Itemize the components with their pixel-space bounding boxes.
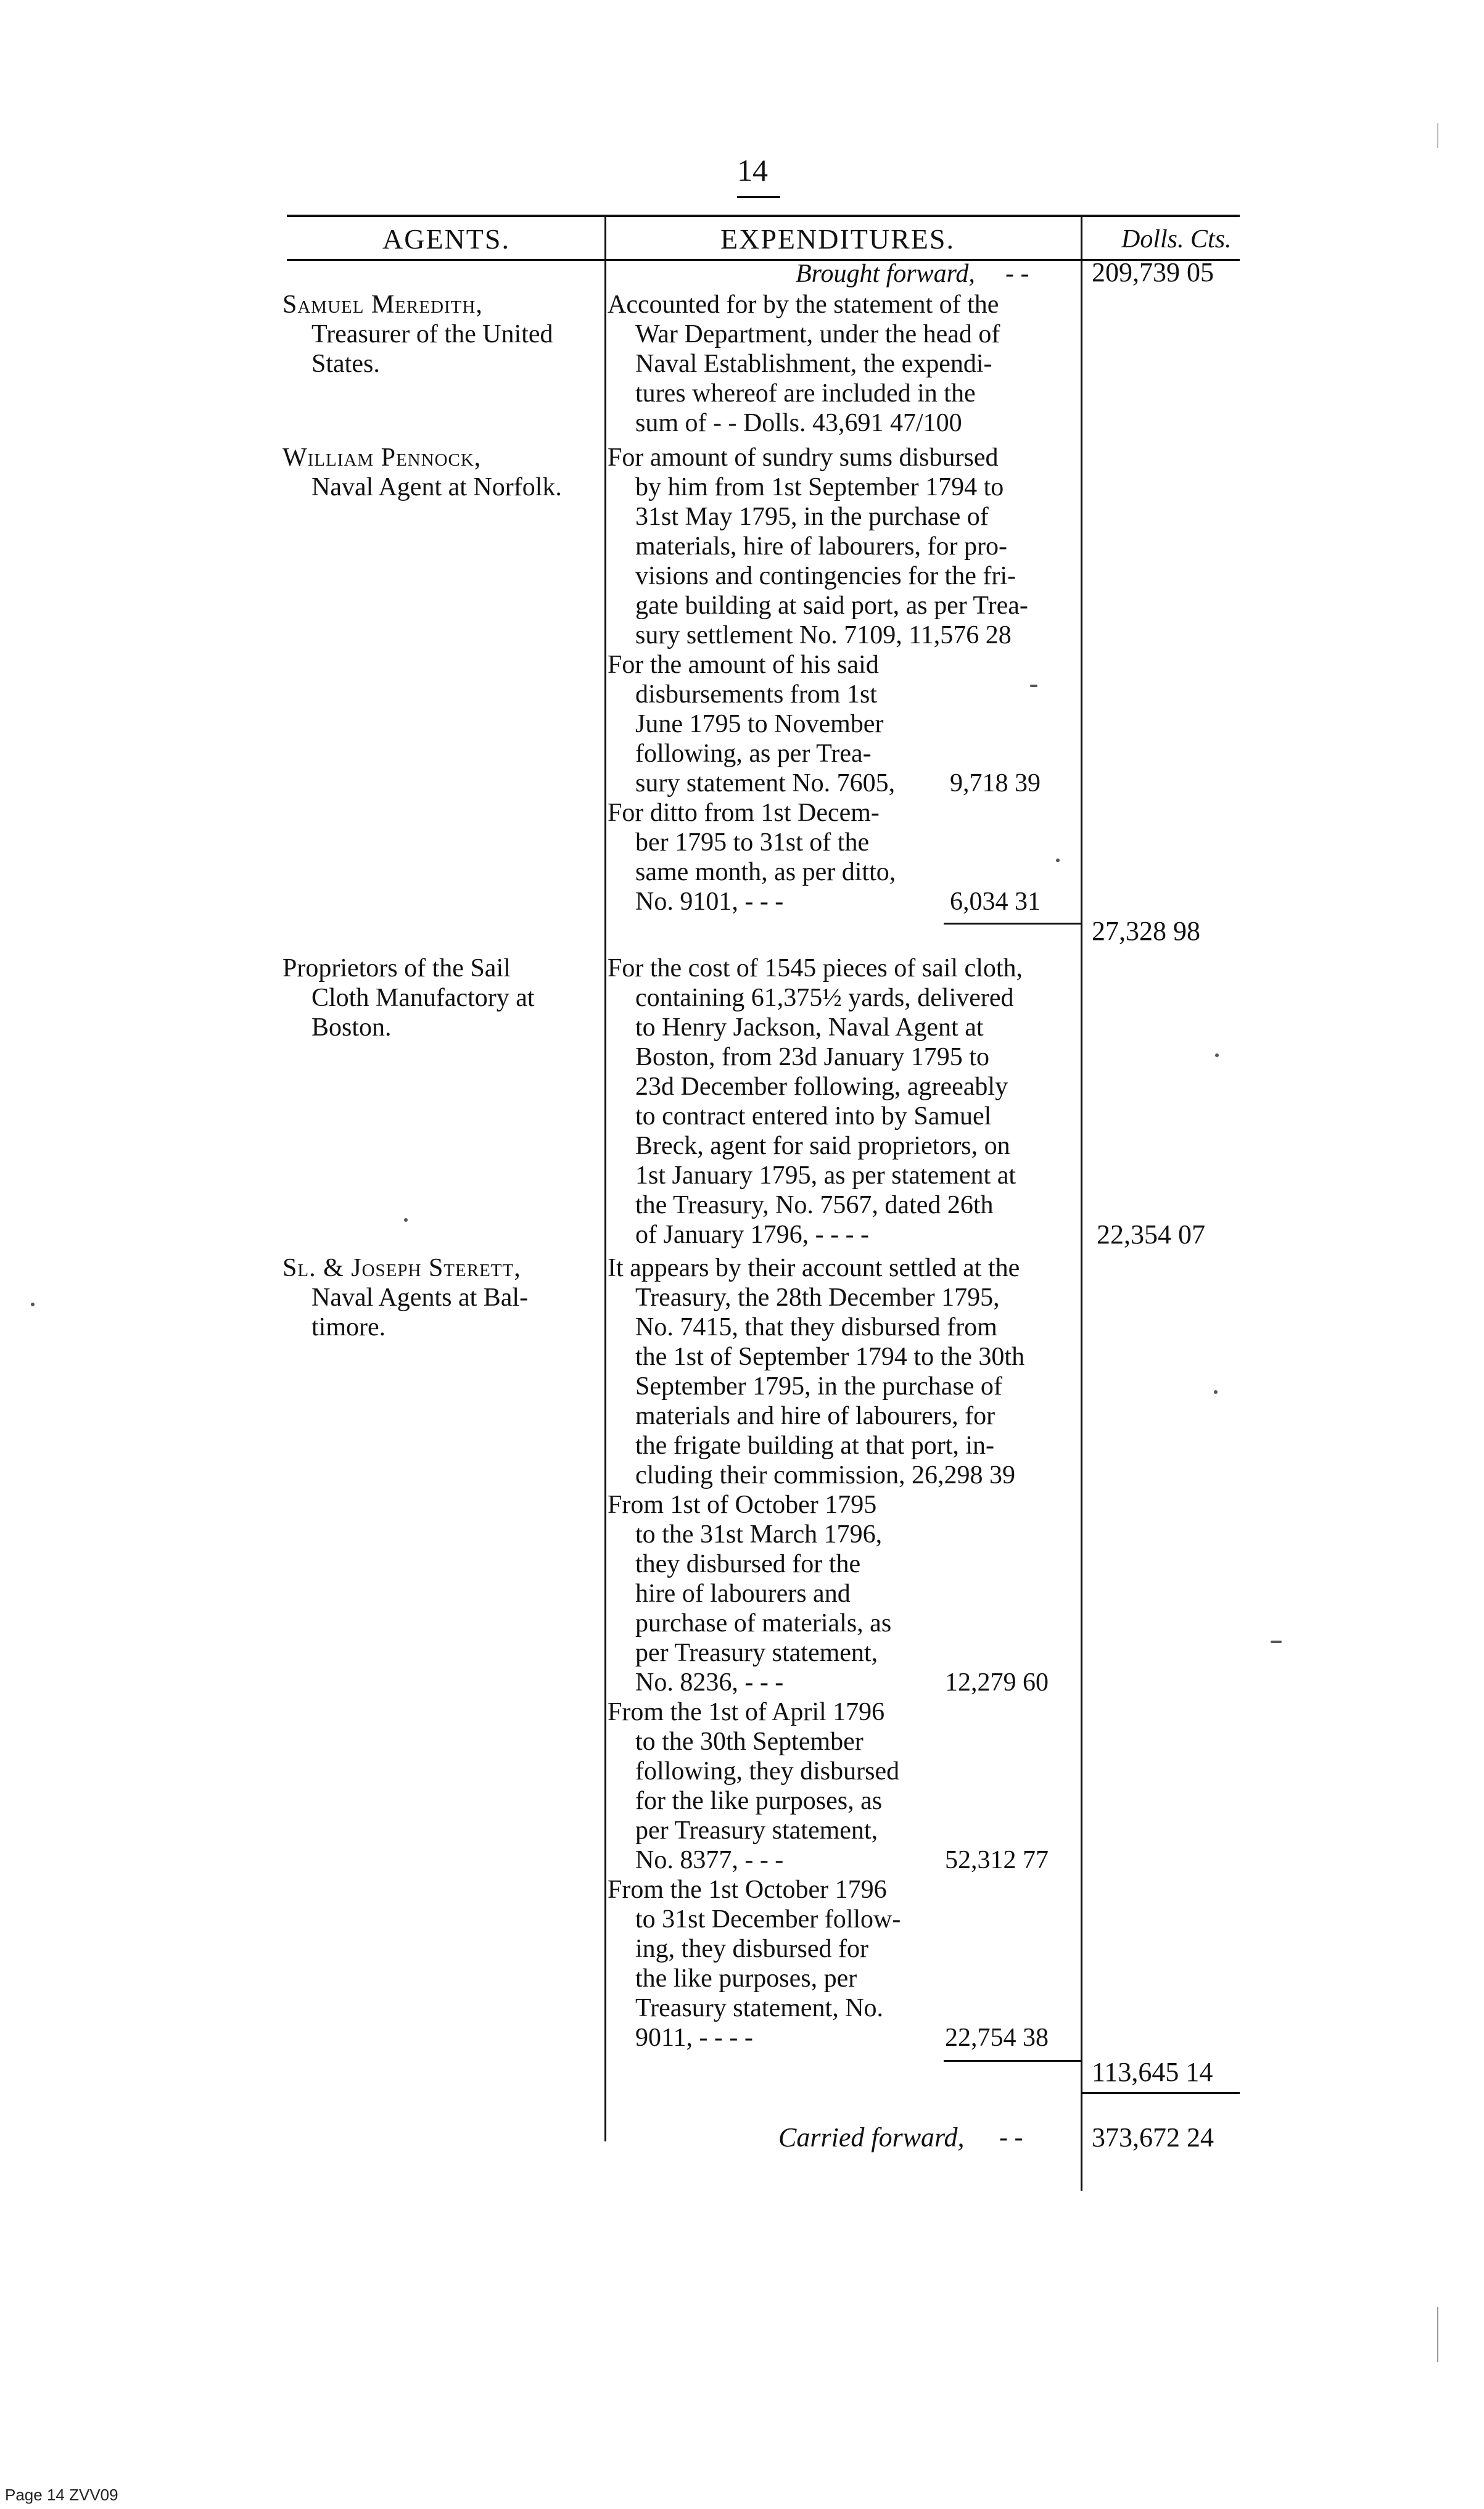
entry3-text-line: containing 61,375½ yards, delivered xyxy=(635,984,1014,1012)
entry1-text-line: tures whereof are included in the xyxy=(635,379,976,408)
amount-column-rule xyxy=(1081,2092,1240,2094)
entry2-text-line: For the amount of his said xyxy=(608,651,879,679)
page-number-rule xyxy=(737,196,780,198)
scan-speck xyxy=(404,1218,408,1222)
entry4-amount: 52,312 77 xyxy=(945,1846,1049,1874)
entry4-text-line: It appears by their account settled at the xyxy=(608,1254,1020,1282)
divider-agents-expenditures xyxy=(604,439,606,2141)
entry1-agent-name: Samuel Meredith, xyxy=(282,290,483,319)
entry4-text-line: per Treasury statement, xyxy=(635,1816,878,1845)
entry4-text-line: No. 8236, - - - xyxy=(635,1668,784,1697)
entry4-text-line: From the 1st October 1796 xyxy=(608,1876,887,1904)
entry4-text-line: Treasury statement, No. xyxy=(635,1994,884,2022)
scan-speck xyxy=(1271,1641,1282,1643)
entry2-text-line: materials, hire of labourers, for pro- xyxy=(635,532,1007,561)
entry2-subtotal-rule xyxy=(944,923,1081,925)
entry4-text-line: the like purposes, per xyxy=(635,1964,857,1993)
entry2-text-line: For amount of sundry sums disbursed xyxy=(608,443,999,472)
page-number: 14 xyxy=(737,153,768,187)
divider-agents-expenditures xyxy=(604,217,606,439)
entry4-amount: 22,754 38 xyxy=(945,2024,1049,2052)
entry2-agent-line: Naval Agent at Norfolk. xyxy=(311,473,562,501)
entry4-text-line: for the like purposes, as xyxy=(635,1787,883,1815)
entry4-text-line: to 31st December follow- xyxy=(635,1905,901,1934)
entry3-text-line: to contract entered into by Samuel xyxy=(635,1102,992,1131)
scan-speck xyxy=(1030,685,1037,687)
entry2-text-line: For ditto from 1st Decem- xyxy=(608,799,880,827)
entry4-text-line: per Treasury statement, xyxy=(635,1639,878,1667)
entry3-text-line: the Treasury, No. 7567, dated 26th xyxy=(635,1191,994,1219)
entry2-total: 27,328 98 xyxy=(1092,916,1200,946)
entry3-text-line: of January 1796, - - - - xyxy=(635,1221,870,1249)
brought-forward-amount: 209,739 05 xyxy=(1092,257,1214,287)
entry4-text-line: September 1795, in the purchase of xyxy=(635,1372,1002,1401)
entry2-text-line: disbursements from 1st xyxy=(635,680,877,709)
entry4-agent-line: timore. xyxy=(311,1313,386,1341)
scan-edge-mark xyxy=(1437,2307,1438,2362)
entry4-subtotal-rule xyxy=(944,2060,1081,2062)
entry3-text-line: to Henry Jackson, Naval Agent at xyxy=(635,1013,984,1042)
entry2-text-line: No. 9101, - - - xyxy=(635,888,784,916)
entry3-text-line: 1st January 1795, as per statement at xyxy=(635,1161,1016,1190)
entry3-agent-line: Proprietors of the Sail xyxy=(282,954,511,983)
entry3-text-line: Breck, agent for said proprietors, on xyxy=(635,1132,1010,1160)
entry4-text-line: the 1st of September 1794 to the 30th xyxy=(635,1343,1025,1371)
header-expenditures: EXPENDITURES. xyxy=(720,223,955,255)
entry4-text-line: materials and hire of labourers, for xyxy=(635,1402,996,1430)
entry4-text-line: No. 7415, that they disbursed from xyxy=(635,1313,997,1341)
entry2-text-line: visions and contingencies for the fri- xyxy=(635,562,1016,590)
entry3-agent-line: Cloth Manufactory at xyxy=(311,984,535,1012)
entry4-text-line: to the 31st March 1796, xyxy=(635,1520,883,1549)
entry2-agent-name: William Pennock, xyxy=(282,443,482,472)
entry4-text-line: they disbursed for the xyxy=(635,1550,861,1578)
entry4-amount: 12,279 60 xyxy=(945,1668,1049,1697)
entry1-text-line: sum of - - Dolls. 43,691 47/100 xyxy=(635,409,962,437)
entry3-text-line: 23d December following, agreeably xyxy=(635,1073,1008,1101)
divider-expenditures-amount xyxy=(1081,217,1082,2191)
scan-speck xyxy=(1215,1053,1219,1057)
scan-speck xyxy=(1056,859,1060,862)
entry2-text-line: ber 1795 to 31st of the xyxy=(635,828,870,857)
entry4-text-line: No. 8377, - - - xyxy=(635,1846,784,1874)
entry4-text-line: hire of labourers and xyxy=(635,1580,851,1608)
scan-edge-mark xyxy=(1437,123,1438,148)
entry2-text-line: by him from 1st September 1794 to xyxy=(635,473,1004,501)
entry4-agent-line: Naval Agents at Bal- xyxy=(311,1283,529,1312)
entry2-text-line: same month, as per ditto, xyxy=(635,858,896,886)
brought-forward-dashes: - - xyxy=(1005,260,1029,288)
entry3-agent-line: Boston. xyxy=(311,1013,392,1042)
entry4-text-line: 9011, - - - - xyxy=(635,2024,753,2052)
entry4-text-line: ing, they disbursed for xyxy=(635,1935,868,1963)
entry4-text-line: the frigate building at that port, in- xyxy=(635,1432,995,1460)
entry3-text-line: Boston, from 23d January 1795 to xyxy=(635,1043,989,1071)
entry2-text-line: 31st May 1795, in the purchase of xyxy=(635,503,989,531)
entry4-text-line: to the 30th September xyxy=(635,1728,864,1756)
carried-forward-amount: 373,672 24 xyxy=(1092,2122,1214,2153)
carried-forward-label: Carried forward, xyxy=(778,2122,965,2153)
scan-speck xyxy=(31,1303,35,1306)
header-top-rule xyxy=(287,215,1240,217)
entry4-text-line: From the 1st of April 1796 xyxy=(608,1698,885,1726)
entry4-agent-name: Sl. & Joseph Sterett, xyxy=(282,1254,521,1282)
entry1-text-line: War Department, under the head of xyxy=(635,320,1000,348)
entry2-text-line: following, as per Trea- xyxy=(635,740,872,768)
entry3-text-line: For the cost of 1545 pieces of sail cloth, xyxy=(608,954,1023,983)
header-amount: Dolls. Cts. xyxy=(1121,225,1232,253)
header-agents: AGENTS. xyxy=(382,223,510,255)
entry2-text-line: June 1795 to November xyxy=(635,710,884,738)
entry4-text-line: purchase of materials, as xyxy=(635,1609,892,1638)
entry1-text-line: Naval Establishment, the expendi- xyxy=(635,350,992,378)
entry3-total: 22,354 07 xyxy=(1097,1219,1205,1250)
entry2-amount: 6,034 31 xyxy=(950,888,1041,916)
scan-label: Page 14 ZVV09 xyxy=(5,2486,118,2504)
entry1-agent-line: States. xyxy=(311,350,380,378)
entry4-text-line: following, they disbursed xyxy=(635,1757,900,1786)
carried-forward-dashes: - - xyxy=(999,2124,1023,2152)
entry4-total: 113,645 14 xyxy=(1092,2057,1213,2087)
entry2-amount: 9,718 39 xyxy=(950,769,1041,797)
entry2-text-line: sury statement No. 7605, xyxy=(635,769,896,797)
entry4-text-line: From 1st of October 1795 xyxy=(608,1491,877,1519)
entry4-text-line: cluding their commission, 26,298 39 xyxy=(635,1461,1015,1489)
brought-forward-label: Brought forward, xyxy=(796,260,975,288)
entry1-text-line: Accounted for by the statement of the xyxy=(608,290,999,319)
scan-speck xyxy=(1214,1390,1218,1394)
entry2-text-line: sury settlement No. 7109, 11,576 28 xyxy=(635,621,1012,649)
entry1-agent-line: Treasurer of the United xyxy=(311,320,553,348)
entry2-text-line: gate building at said port, as per Trea- xyxy=(635,591,1028,620)
entry4-text-line: Treasury, the 28th December 1795, xyxy=(635,1283,1000,1312)
